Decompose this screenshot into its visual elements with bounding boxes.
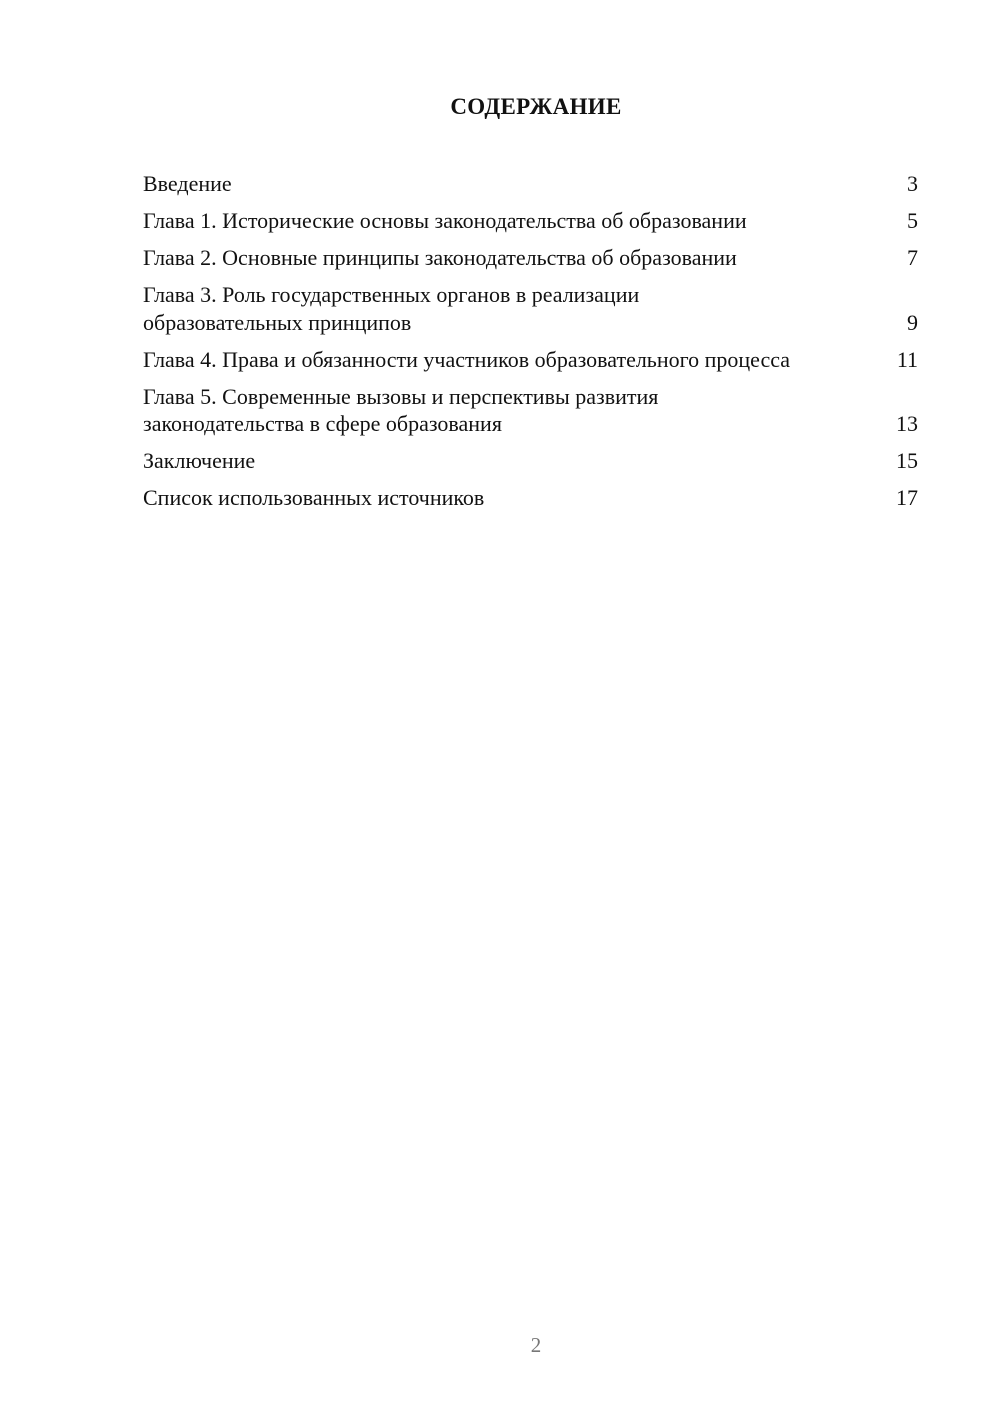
toc-entry-page: 9 [907, 309, 918, 335]
toc-entry-chapter-5 [143, 383, 918, 438]
toc-entry-page: 13 [896, 411, 918, 436]
toc-entry-label: Глава 3. Роль государственных органов в реализации образовательных принципов [143, 282, 640, 335]
toc-entry-page: 11 [896, 346, 918, 372]
toc-entry-label: Глава 1. Исторические основы законодательства об образовании [143, 208, 747, 233]
toc-entry-page: 5 [907, 208, 918, 233]
toc-entry-label: Список использованных источников [143, 485, 485, 510]
toc-entry-label: Глава 2. Основные принципы законодательства об образовании [143, 245, 737, 270]
toc-entry-label: Глава 5. Современные вызовы и перспективы развития законодательства в сфере образования [143, 383, 659, 436]
toc-entry-page: 7 [907, 245, 918, 270]
toc-entry-label: Глава 4. Права и обязанности участников образовательного процесса [143, 346, 791, 372]
table-of-contents [143, 170, 918, 521]
toc-entry-chapter-2 [143, 244, 918, 272]
toc-entry-label: Заключение [143, 448, 256, 473]
toc-entry-label: Введение [143, 171, 232, 196]
toc-title: СОДЕРЖАНИЕ [450, 94, 622, 119]
toc-entry-chapter-4 [143, 346, 918, 374]
toc-entry-conclusion [143, 447, 918, 475]
toc-entry-page: 15 [896, 448, 918, 473]
toc-entry-page: 17 [896, 485, 918, 510]
toc-entry-chapter-3 [143, 281, 918, 336]
toc-entry-chapter-1 [143, 207, 918, 235]
toc-entry-page: 3 [907, 171, 918, 196]
toc-entry-references [143, 484, 918, 512]
toc-entry-introduction [143, 170, 918, 198]
page-number: 2 [530, 1333, 542, 1357]
